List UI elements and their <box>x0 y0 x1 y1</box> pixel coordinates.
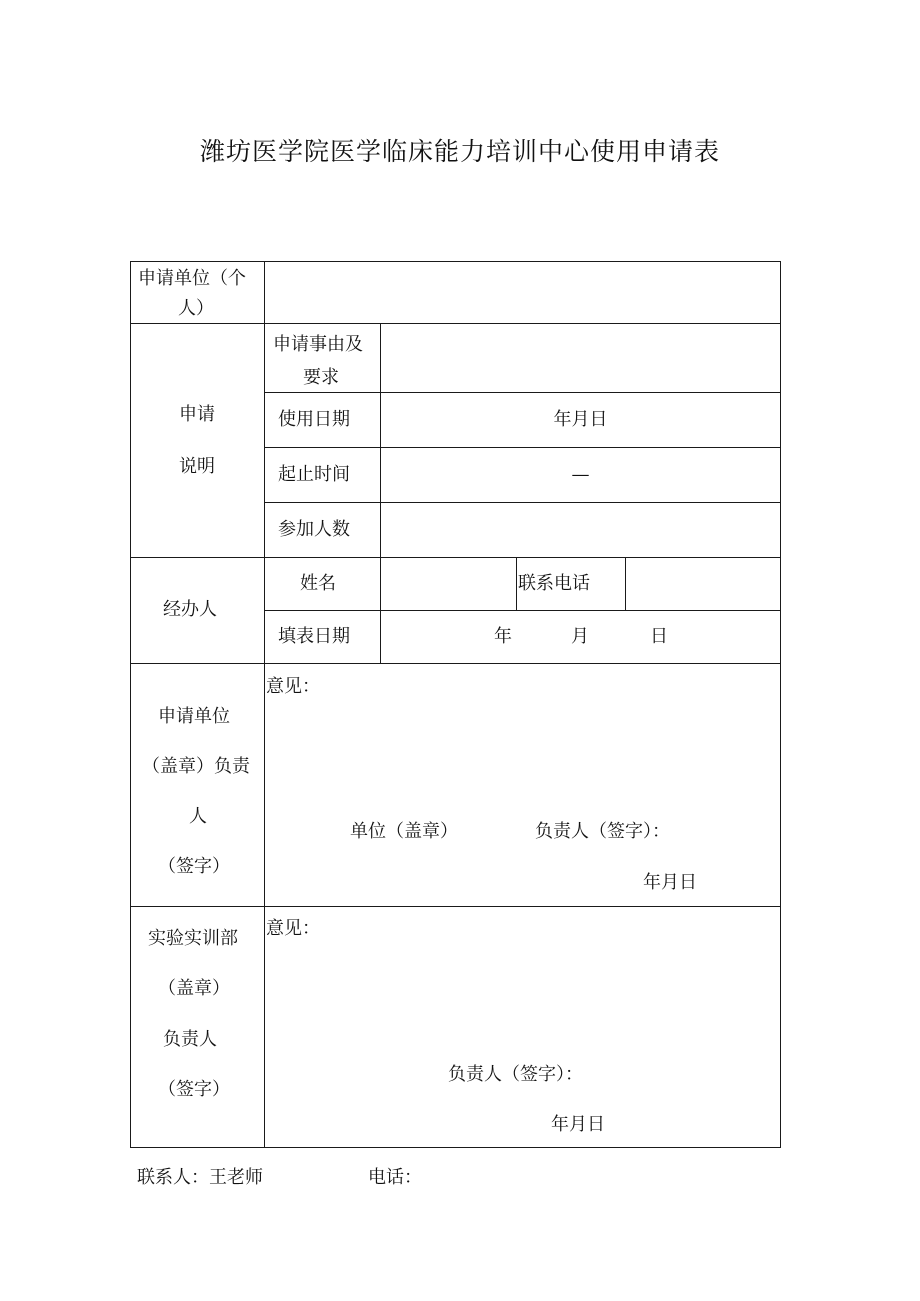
form-title: 潍坊医学院医学临床能力培训中心使用申请表 <box>199 137 720 166</box>
row-divider <box>264 392 781 393</box>
unit-opinion-date: 年月日 <box>643 872 697 893</box>
row-divider <box>130 557 781 558</box>
application-label: 申请 <box>179 404 215 425</box>
lab-responsible-signature: 负责人（签字）： <box>448 1064 583 1085</box>
fill-year[interactable]: 年 <box>494 626 512 647</box>
unit-opinion-label-cont: （签字） <box>158 856 230 877</box>
table-border-left <box>130 261 131 1148</box>
responsible-signature: 负责人（签字）： <box>535 821 670 842</box>
time-label: 起止时间 <box>278 464 350 485</box>
reason-label-cont: 要求 <box>303 367 339 388</box>
row-divider <box>264 610 781 611</box>
lab-opinion-field[interactable] <box>266 945 779 1055</box>
lab-label: 实验实训部 <box>148 928 238 949</box>
lab-label-cont: （签字） <box>158 1079 230 1100</box>
table-border-top <box>130 261 781 262</box>
unit-opinion-label-cont: 人 <box>189 806 207 827</box>
lab-opinion-date: 年月日 <box>551 1114 605 1135</box>
name-field[interactable] <box>382 559 515 609</box>
table-border-right <box>780 261 781 1148</box>
reason-field[interactable] <box>382 325 779 391</box>
column-divider <box>380 323 381 664</box>
application-label-cont: 说明 <box>179 456 215 477</box>
reason-label: 申请事由及 <box>273 334 363 355</box>
row-divider <box>264 502 781 503</box>
handler-label: 经办人 <box>163 599 217 620</box>
time-value[interactable]: — <box>571 464 590 485</box>
lab-opinion-label: 意见： <box>266 918 320 939</box>
lab-label-cont: （盖章） <box>158 978 230 999</box>
applicant-unit-label-cont: 人） <box>178 298 214 319</box>
column-divider <box>264 261 265 1148</box>
table-border-bottom <box>130 1147 781 1148</box>
contact-phone-label: 电话： <box>368 1167 422 1188</box>
unit-opinion-label: 申请单位 <box>158 706 230 727</box>
unit-opinion-field[interactable] <box>266 700 779 810</box>
column-divider <box>516 557 517 611</box>
phone-field[interactable] <box>627 559 779 609</box>
contact-person: 联系人：王老师 <box>137 1167 263 1188</box>
column-divider <box>625 557 626 611</box>
name-label: 姓名 <box>300 573 336 594</box>
row-divider <box>130 906 781 907</box>
unit-stamp: 单位（盖章） <box>350 821 458 842</box>
opinion-label: 意见： <box>266 676 320 697</box>
row-divider <box>130 663 781 664</box>
phone-label: 联系电话 <box>518 573 590 594</box>
fill-day[interactable]: 日 <box>650 626 668 647</box>
use-date-value[interactable]: 年月日 <box>553 409 608 430</box>
use-date-label: 使用日期 <box>278 409 350 430</box>
row-divider <box>130 323 781 324</box>
participants-field[interactable] <box>382 504 779 556</box>
applicant-unit-field[interactable] <box>266 263 779 322</box>
unit-opinion-label-cont: （盖章）负责 <box>142 756 250 777</box>
participants-label: 参加人数 <box>278 519 350 540</box>
row-divider <box>264 447 781 448</box>
lab-label-cont: 负责人 <box>163 1029 217 1050</box>
applicant-unit-label: 申请单位（个 <box>138 268 246 289</box>
fill-date-label: 填表日期 <box>278 626 350 647</box>
fill-month[interactable]: 月 <box>571 626 589 647</box>
